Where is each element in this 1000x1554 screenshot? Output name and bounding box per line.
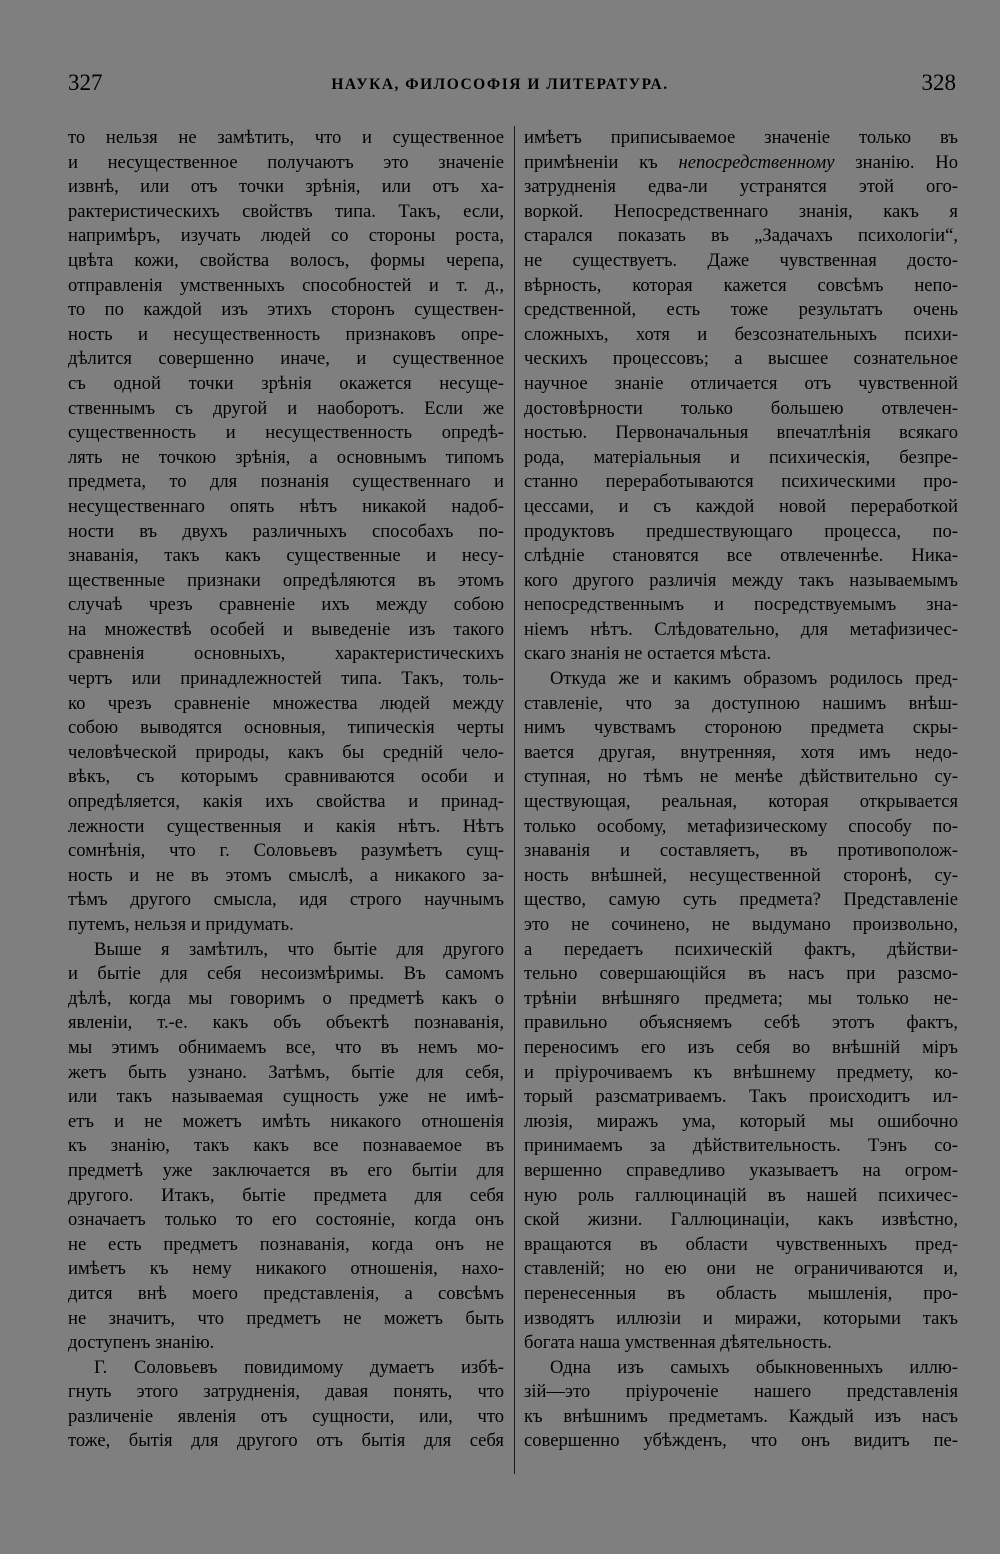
text-line: тоже, бытія для другого отъ бытія для себя bbox=[68, 1430, 504, 1452]
text-line: слѣдніе становятся все отвлеченнѣе. Ника- bbox=[524, 545, 958, 567]
text-line: не значитъ, что предметъ не можетъ быть bbox=[68, 1307, 504, 1329]
text-line: то по каждой изъ этихъ сторонъ существен- bbox=[68, 299, 504, 321]
text-column-left bbox=[68, 126, 504, 1454]
text-line: ности въ двухъ различныхъ способахъ по- bbox=[68, 520, 504, 542]
text-line: лежности существенныя и какія нѣтъ. Нѣтъ bbox=[68, 815, 504, 837]
text-line: явленіи, т.-е. какъ объ объектѣ познаванія, bbox=[68, 1012, 504, 1034]
text-line: случаѣ чрезъ сравненіе ихъ между собою bbox=[68, 594, 504, 616]
text-line: ской жизни. Галлюцинаціи, какъ извѣстно, bbox=[524, 1209, 958, 1231]
text-line: переносимъ его изъ себя во внѣшній міръ bbox=[524, 1036, 958, 1058]
running-title: НАУКА, ФИЛОСОФІЯ И ЛИТЕРАТУРА. bbox=[331, 76, 669, 93]
text-line: ко чрезъ сравненіе множества людей между bbox=[68, 692, 504, 714]
text-line: нимъ чувствамъ стороною предмета скры- bbox=[524, 717, 958, 739]
text-line: дѣлится совершенно иначе, и существенное bbox=[68, 348, 504, 370]
text-line: доступенъ знанію. bbox=[68, 1332, 215, 1354]
text-line: имѣетъ приписываемое значеніе только въ bbox=[524, 127, 958, 148]
text-line: чертъ или принадлежностей типа. Такъ, толь- bbox=[68, 668, 504, 690]
text-line: Откуда же и какимъ образомъ родилось пред- bbox=[550, 668, 958, 690]
text-line: а передаетъ психическій фактъ, дѣйстви- bbox=[524, 938, 958, 960]
text-line: Г. Соловьевъ повидимому думаетъ избѣ- bbox=[94, 1356, 504, 1378]
text-line: правильно объясняемъ себѣ этотъ фактъ, bbox=[524, 1012, 958, 1034]
text-line: сложныхъ, хотя и безсознательныхъ психи- bbox=[524, 323, 958, 345]
text-fragment: примѣненіи къ bbox=[524, 151, 679, 173]
text-line: къ знанію, такъ какъ все познаваемое въ bbox=[68, 1135, 504, 1157]
text-line: лять не точкою зрѣнія, а основнымъ типомъ bbox=[68, 446, 504, 468]
column-divider bbox=[514, 126, 515, 1474]
text-column-right bbox=[524, 126, 958, 1454]
text-line: трѣніи внѣшняго предмета; мы только не- bbox=[524, 987, 958, 1009]
text-line: цвѣта кожи, свойства волосъ, формы черепа, bbox=[68, 249, 504, 271]
text-line: различеніе явленія отъ сущности, или, что bbox=[68, 1405, 504, 1427]
text-line bbox=[524, 151, 958, 176]
text-line: етъ и не можетъ имѣть никакого отношенія bbox=[68, 1110, 504, 1132]
text-line: продуктовъ предшествующаго процесса, по- bbox=[524, 520, 958, 542]
text-line: съ одной точки зрѣнія окажется несуще- bbox=[68, 372, 504, 394]
text-line: имѣетъ къ нему никакого отношенія, нахо- bbox=[68, 1258, 504, 1280]
italic-term: непосредственному bbox=[678, 151, 835, 173]
page-number-right: 328 bbox=[921, 70, 956, 95]
text-line: затрудненія едва-ли устранятся этой ого- bbox=[524, 176, 958, 198]
text-line: ніемъ нѣтъ. Слѣдовательно, для метафизичес- bbox=[524, 618, 958, 640]
text-line: отправленія умственныхъ способностей и т. д., bbox=[68, 274, 504, 296]
text-line: предмета, то для познанія существеннаго и bbox=[68, 471, 504, 493]
text-line: щество, самую суть предмета? Представленіе bbox=[524, 889, 958, 911]
text-line: знаванія, такъ какъ существенные и несу- bbox=[68, 545, 504, 567]
text-line: щественные признаки опредѣляются въ этомъ bbox=[68, 569, 504, 591]
text-line: старался показать въ „Задачахъ психологіи“, bbox=[524, 225, 958, 247]
text-line: непосредственнымъ и посредствуемымъ зна- bbox=[524, 594, 958, 616]
text-line: и пріурочиваемъ къ внѣшнему предмету, ко- bbox=[524, 1061, 958, 1083]
text-line: вѣкъ, съ которымъ сравниваются особи и bbox=[68, 766, 504, 788]
text-line: станно переработываются психическими про- bbox=[524, 471, 958, 493]
text-line: научное знаніе отличается отъ чувственной bbox=[524, 372, 958, 394]
text-line: ступная, но тѣмъ не менѣе дѣйствительно су- bbox=[524, 766, 958, 788]
text-line: опредѣляется, какія ихъ свойства и принад- bbox=[68, 791, 504, 813]
text-line: зій—это пріуроченіе нашего представленія bbox=[524, 1381, 958, 1403]
text-line: гнуть этого затрудненія, давая понять, что bbox=[68, 1381, 504, 1403]
text-line: или такъ называемая сущность уже не имѣ- bbox=[68, 1086, 504, 1108]
text-line: достовѣрности только большею отвлечен- bbox=[524, 397, 958, 419]
text-line: это не сочинено, не выдумано произвольно, bbox=[524, 914, 958, 935]
text-line: люзія, миражъ ума, который мы ошибочно bbox=[524, 1110, 958, 1132]
text-line: собою выводятся основныя, типическія черты bbox=[68, 717, 504, 739]
text-line: цессами, и съ каждой новой переработкой bbox=[524, 495, 958, 517]
text-line: не существуетъ. Даже чувственная досто- bbox=[524, 249, 958, 271]
text-line: перенесенныя въ область мышленія, про- bbox=[524, 1282, 958, 1304]
text-line: вѣрность, которая кажется совсѣмъ непо- bbox=[524, 274, 958, 296]
text-line: ственнымъ съ другой и наоборотъ. Если же bbox=[68, 397, 504, 419]
text-line: ность внѣшней, несущественной сторонѣ, су- bbox=[524, 864, 958, 886]
text-line: на множествѣ особей и выведеніе изъ такого bbox=[68, 618, 504, 640]
text-line: кого другого различія между такъ называемымъ bbox=[524, 569, 958, 591]
text-line: дѣлѣ, когда мы говоримъ о предметѣ какъ о bbox=[68, 987, 504, 1009]
text-line: тельно совершающійся въ насъ при разсмо- bbox=[524, 963, 958, 985]
text-line: тѣмъ другого смысла, идя строго научнымъ bbox=[68, 889, 504, 911]
text-line: путемъ, нельзя и придумать. bbox=[68, 914, 294, 935]
text-line: ческихъ процессовъ; а высшее сознательное bbox=[524, 348, 958, 370]
text-line: предметѣ уже заключается въ его бытіи для bbox=[68, 1159, 504, 1181]
text-line: ную роль галлюцинацій въ нашей психичес- bbox=[524, 1184, 958, 1206]
text-line: торый разсматриваемъ. Такъ происходитъ ил- bbox=[524, 1086, 958, 1108]
text-line: средственной, есть тоже результатъ очень bbox=[524, 299, 958, 321]
text-line: принимаемъ за дѣйствительность. Тэнъ со- bbox=[524, 1135, 958, 1157]
text-line: означаетъ только то его состояніе, когда онъ bbox=[68, 1209, 504, 1231]
text-line: жетъ быть узнано. Затѣмъ, бытіе для себя, bbox=[68, 1061, 504, 1083]
text-line: ностью. Первоначальныя впечатлѣнія всякаго bbox=[524, 422, 958, 444]
text-line: воркой. Непосредственнаго знанія, какъ я bbox=[524, 200, 958, 222]
text-line: богата наша умственная дѣятельность. bbox=[524, 1332, 832, 1354]
text-line: сомнѣнія, что г. Соловьевъ разумѣетъ сущ- bbox=[68, 840, 504, 862]
text-line: Выше я замѣтилъ, что бытіе для другого bbox=[94, 938, 504, 960]
text-line: ставленіе, что за доступною нашимъ внѣш- bbox=[524, 692, 958, 714]
text-line: изводятъ иллюзіи и миражи, которыми такъ bbox=[524, 1307, 958, 1329]
text-line: и несущественное получаютъ это значеніе bbox=[68, 151, 504, 173]
text-line: скаго знанія не остается мѣста. bbox=[524, 643, 772, 665]
text-line: вершенно справедливо указываетъ на огром- bbox=[524, 1159, 958, 1181]
text-line: Одна изъ самыхъ обыкновенныхъ иллю- bbox=[550, 1356, 958, 1378]
text-line: дится внѣ моего представленія, а совсѣмъ bbox=[68, 1282, 504, 1304]
text-line: несущественнаго опять нѣтъ никакой надоб- bbox=[68, 495, 504, 517]
page-number-left: 327 bbox=[68, 70, 103, 95]
text-line: рода, матеріальныя и психическія, безпре- bbox=[524, 446, 958, 468]
text-line: другого. Итакъ, бытіе предмета для себя bbox=[68, 1184, 504, 1206]
text-line: знаванія и составляетъ, въ противополож- bbox=[524, 840, 958, 862]
text-line: къ внѣшнимъ предметамъ. Каждый изъ насъ bbox=[524, 1405, 958, 1427]
text-line: ность и несущественность признаковъ опре- bbox=[68, 323, 504, 345]
text-fragment: знанію. Но bbox=[834, 151, 958, 173]
text-line: то нельзя не замѣтить, что и существенное bbox=[68, 127, 504, 148]
text-line: вращаются въ области чувственныхъ пред- bbox=[524, 1233, 958, 1255]
text-line: не есть предметъ познаванія, когда онъ не bbox=[68, 1233, 504, 1255]
text-line: существенность и несущественность опредѣ- bbox=[68, 422, 504, 444]
text-line: сравненія основныхъ, характеристическихъ bbox=[68, 643, 504, 665]
text-line: ществующая, реальная, которая открывается bbox=[524, 791, 958, 813]
text-line: ставленій; но ею они не ограничиваются и, bbox=[524, 1258, 958, 1280]
text-line: напримѣръ, изучать людей со стороны роста, bbox=[68, 225, 504, 247]
text-line: совершенно убѣжденъ, что онъ видитъ пе- bbox=[524, 1430, 958, 1452]
text-line: ность и не въ этомъ смыслѣ, а никакого за- bbox=[68, 864, 504, 886]
text-line: человѣческой природы, какъ бы средній чело- bbox=[68, 741, 504, 763]
text-line: мы этимъ обнимаемъ все, что въ немъ мо- bbox=[68, 1036, 504, 1058]
text-line: и бытіе для себя несоизмѣримы. Въ самомъ bbox=[68, 963, 504, 985]
text-line: только особому, метафизическому способу по- bbox=[524, 815, 958, 837]
text-line: извнѣ, или отъ точки зрѣнія, или отъ ха- bbox=[68, 176, 504, 198]
text-line: вается другая, внутренняя, хотя имъ недо- bbox=[524, 741, 958, 763]
text-line: рактеристическихъ свойствъ типа. Такъ, если, bbox=[68, 200, 504, 222]
